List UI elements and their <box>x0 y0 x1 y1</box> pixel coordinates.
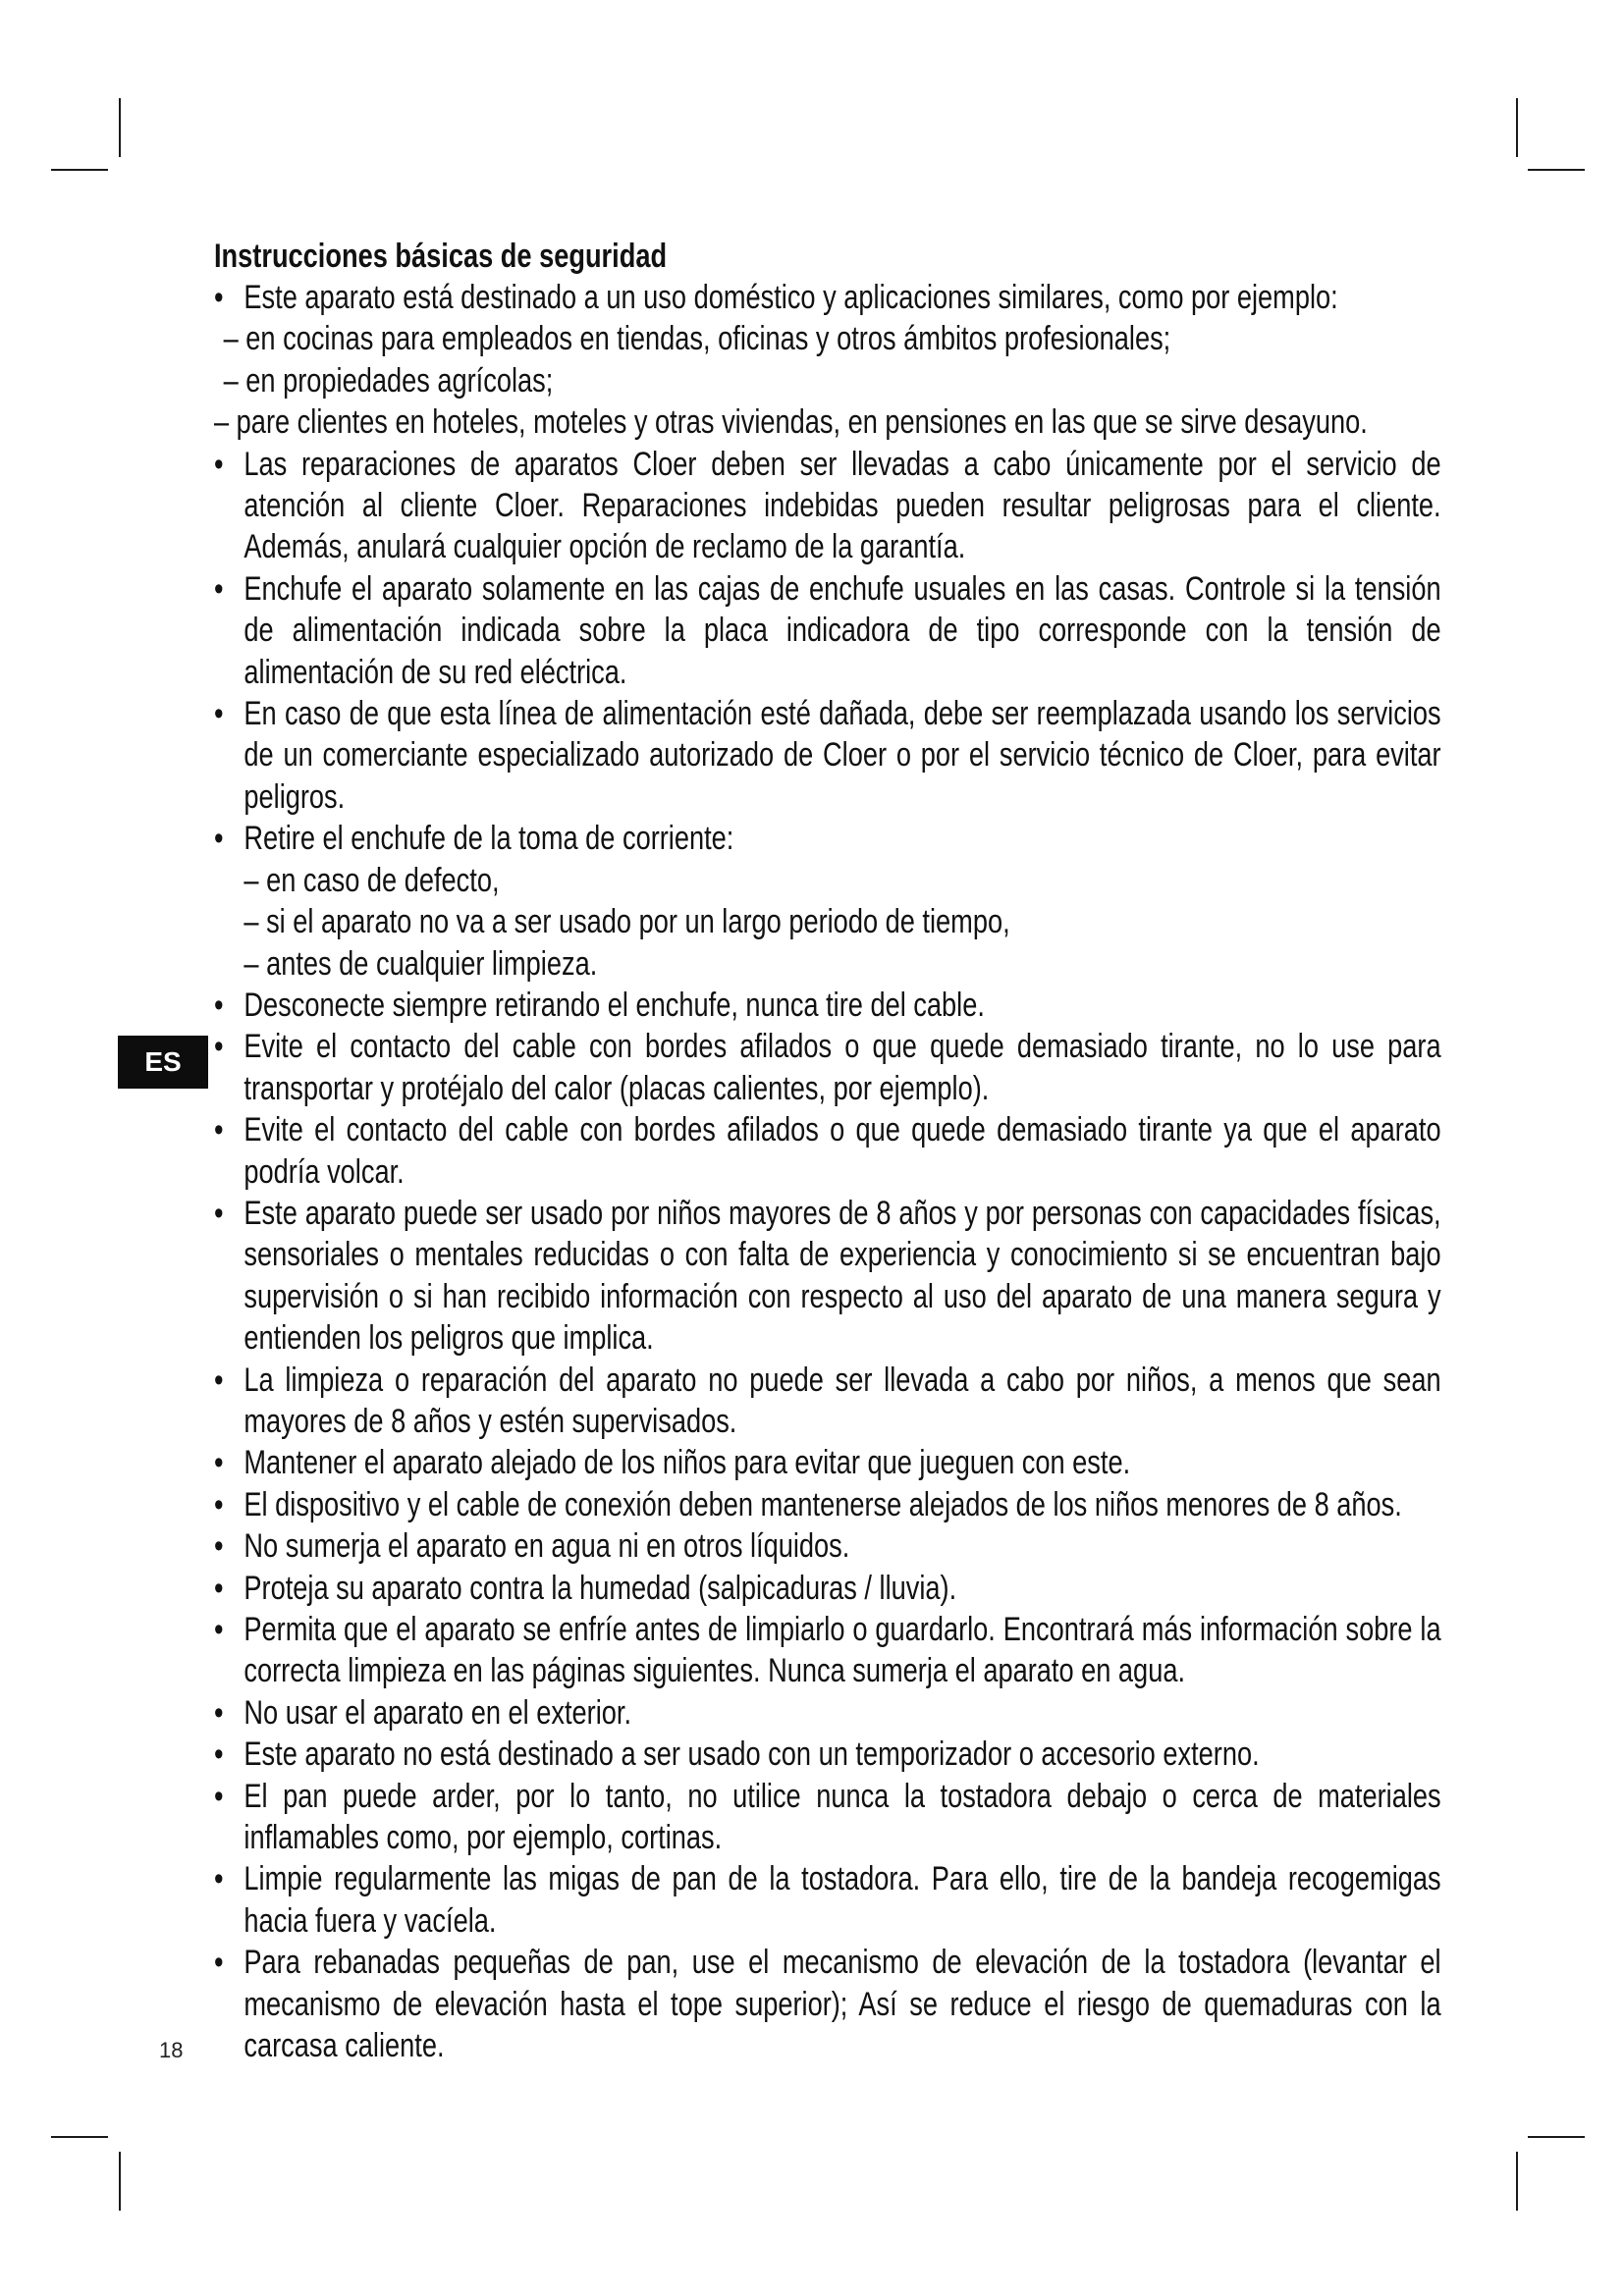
bullet: • <box>214 1444 224 1482</box>
sub-item: – antes de cualquier limpieza. <box>244 944 598 983</box>
bullet: • <box>214 1028 224 1066</box>
crop-mark-top-right-horizontal <box>1528 169 1585 171</box>
sub-item: – en caso de defecto, <box>244 861 500 899</box>
section-title: Instrucciones básicas de seguridad <box>214 238 668 275</box>
list-item-text: Este aparato está destinado a un uso doméstico y aplicaciones similares, como por ejemplo: <box>244 279 1338 316</box>
bullet: • <box>214 695 224 733</box>
bullet: • <box>214 1944 224 1982</box>
bullet: • <box>214 445 224 483</box>
bullet: • <box>214 1569 224 1607</box>
bullet: • <box>214 1860 224 1898</box>
crop-mark-top-right-vertical <box>1516 98 1518 157</box>
list-item <box>214 1692 1441 1734</box>
bullet: • <box>214 986 224 1024</box>
bullet: • <box>214 569 224 608</box>
crop-mark-bottom-right-horizontal <box>1528 2136 1585 2138</box>
list-item-text: La limpieza o reparación del aparato no puede ser llevada a cabo por niños, a menos que sean mayores de 8 años y estén supervisados. <box>244 1361 1441 1440</box>
bullet: • <box>214 279 224 316</box>
bullet: • <box>214 1111 224 1149</box>
list-item <box>214 693 1441 818</box>
list-item <box>214 1525 1441 1567</box>
list-item-text: Desconecte siempre retirando el enchufe, nunca tire del cable. <box>244 986 985 1024</box>
page-number: 18 <box>159 2038 184 2062</box>
list-item <box>214 1484 1441 1525</box>
bullet: • <box>214 1361 224 1399</box>
list-item-text: El pan puede arder, por lo tanto, no utilice nunca la tostadora debajo o cerca de materiales inflamables como, por ejemplo, cortinas. <box>244 1777 1441 1857</box>
list-item-text: Evite el contacto del cable con bordes afilados o que quede demasiado tirante, no lo use para transportar y protéjalo del calor (placas calientes, por ejemplo). <box>244 1028 1441 1107</box>
list-item <box>214 1858 1441 1942</box>
sub-item: – pare clientes en hoteles, moteles y otras viviendas, en pensiones en las que se sirve desayuno. <box>214 403 1368 442</box>
list-item-text: Proteja su aparato contra la humedad (salpicaduras / lluvia). <box>244 1569 957 1607</box>
list-item-text: No sumerja el aparato en agua ni en otros líquidos. <box>244 1527 850 1566</box>
crop-mark-bottom-right-vertical <box>1516 2152 1518 2211</box>
list-item-intro <box>214 277 1441 318</box>
bullet: • <box>214 820 224 858</box>
list-item <box>214 1360 1441 1443</box>
sub-item: – en propiedades agrícolas; <box>223 361 554 400</box>
list-item-text: Las reparaciones de aparatos Cloer deben ser llevadas a cabo únicamente por el servicio de atención al cliente Cloer. Reparaciones indebidas pueden resultar peligrosas para el cliente. Además, anulará cualquier opción de reclamo de la garantía. <box>244 445 1441 566</box>
list-item-unplug <box>214 818 1441 859</box>
list-item <box>214 1942 1441 2066</box>
list-item <box>214 1776 1441 1859</box>
list-item <box>214 1734 1441 1775</box>
list-item-text: El dispositivo y el cable de conexión deben mantenerse alejados de los niños menores de 8 años. <box>244 1485 1402 1523</box>
list-item-text: Retire el enchufe de la toma de corriente: <box>244 820 734 858</box>
list-item-text: Mantener el aparato alejado de los niños para evitar que jueguen con este. <box>244 1444 1131 1482</box>
bullet: • <box>214 1777 224 1815</box>
bullet: • <box>214 1611 224 1648</box>
list-item <box>214 1442 1441 1483</box>
bullet: • <box>214 1194 224 1232</box>
bullet: • <box>214 1527 224 1566</box>
list-item <box>214 985 1441 1026</box>
list-item-text: Este aparato puede ser usado por niños mayores de 8 años y por personas con capacidades físicas, sensoriales o mentales reducidas o con falta de experiencia y conocimiento si se encuentran bajo supervisión o si han recibido información con respecto al uso del aparato de una manera segura y entienden los peligros que implica. <box>244 1194 1441 1358</box>
crop-mark-top-left-horizontal <box>51 169 108 171</box>
list-item-text: Permita que el aparato se enfríe antes de limpiarlo o guardarlo. Encontrará más información sobre la correcta limpieza en las páginas siguientes. Nunca sumerja el aparato en agua. <box>244 1611 1441 1690</box>
list-item <box>214 1109 1441 1193</box>
crop-mark-top-left-vertical <box>119 98 121 157</box>
crop-mark-bottom-left-vertical <box>119 2152 121 2211</box>
list-item <box>214 1193 1441 1360</box>
bullet: • <box>214 1485 224 1523</box>
list-item-text: Este aparato no está destinado a ser usado con un temporizador o accesorio externo. <box>244 1735 1260 1774</box>
list-item-text: Limpie regularmente las migas de pan de la tostadora. Para ello, tire de la bandeja recogemigas hacia fuera y vacíela. <box>244 1860 1441 1940</box>
list-item-text: En caso de que esta línea de alimentación esté dañada, debe ser reemplazada usando los servicios de un comerciante especializado autorizado de Cloer o por el servicio técnico de Cloer, para evitar peligros. <box>244 695 1441 816</box>
list-item <box>214 1568 1441 1609</box>
crop-mark-bottom-left-horizontal <box>51 2136 108 2138</box>
list-item-text: Para rebanadas pequeñas de pan, use el mecanismo de elevación de la tostadora (levantar el mecanismo de elevación hasta el tope superior); Así se reduce el riesgo de quemaduras con la carcasa caliente. <box>244 1944 1441 2065</box>
bullet: • <box>214 1693 224 1732</box>
sub-item: – si el aparato no va a ser usado por un largo periodo de tiempo, <box>244 903 1010 941</box>
list-item <box>214 1026 1441 1109</box>
bullet: • <box>214 1735 224 1774</box>
safety-instructions <box>214 236 1441 2066</box>
list-item <box>214 444 1441 568</box>
sub-item: – en cocinas para empleados en tiendas, oficinas y otros ámbitos profesionales; <box>223 320 1171 358</box>
list-item-text: Enchufe el aparato solamente en las cajas de enchufe usuales en las casas. Controle si la tensión de alimentación indicada sobre la placa indicadora de tipo corresponde con la tensión de alimentación de su red eléctrica. <box>244 569 1441 691</box>
list-item-text: Evite el contacto del cable con bordes afilados o que quede demasiado tirante ya que el aparato podría volcar. <box>244 1111 1441 1191</box>
list-item-text: No usar el aparato en el exterior. <box>244 1693 632 1732</box>
list-item <box>214 568 1441 693</box>
list-item <box>214 1609 1441 1692</box>
language-tab: ES <box>118 1036 208 1089</box>
